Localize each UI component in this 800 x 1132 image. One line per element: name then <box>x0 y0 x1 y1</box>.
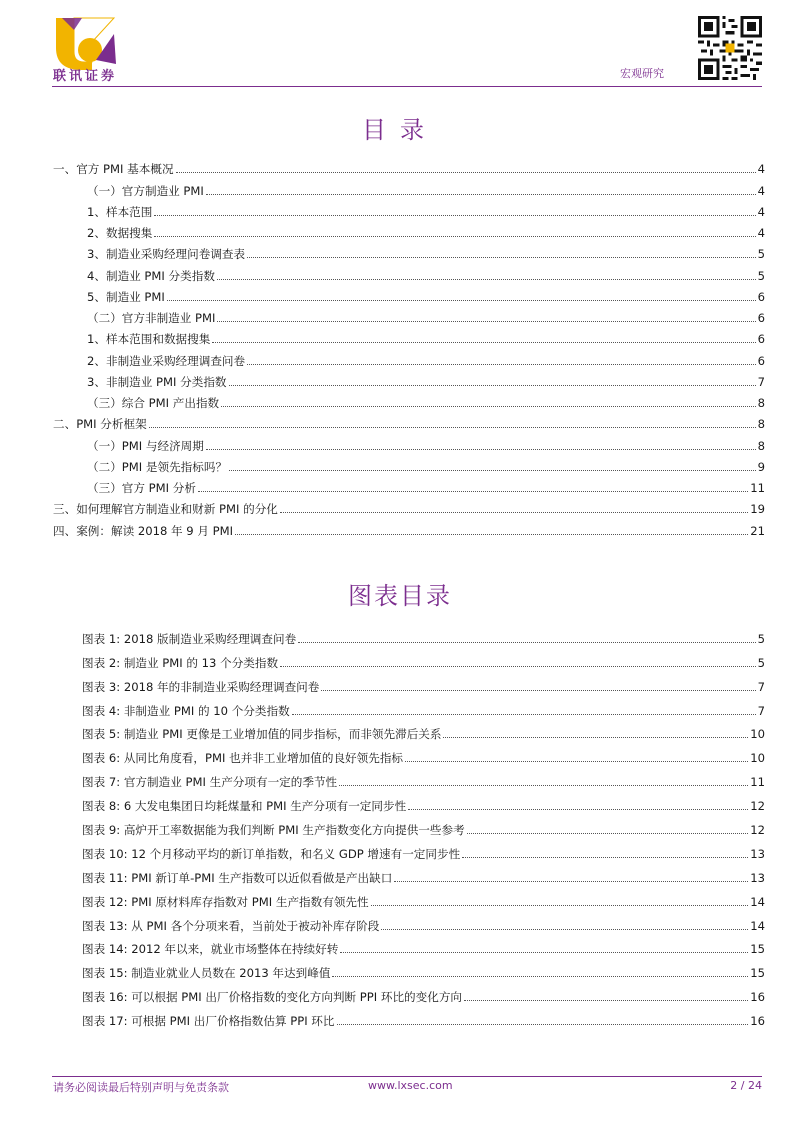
dot-leader <box>206 194 756 195</box>
figure-entry[interactable] <box>82 861 765 885</box>
header-divider <box>52 86 762 87</box>
dot-leader <box>247 364 756 365</box>
figure-entry-page: 11 <box>750 775 765 790</box>
dot-leader <box>167 300 756 301</box>
figure-entry[interactable] <box>82 789 765 813</box>
toc-entry-label: 一、官方 PMI 基本概况 <box>53 162 174 177</box>
toc-entry[interactable] <box>53 155 765 176</box>
figure-entry-label: 图表 4: 非制造业 PMI 的 10 个分类指数 <box>82 703 290 718</box>
dot-leader <box>154 215 755 216</box>
toc-entry-page: 4 <box>757 204 765 219</box>
toc-entry-label: 3、制造业采购经理问卷调查表 <box>87 247 246 262</box>
dot-leader <box>408 809 748 810</box>
dot-leader <box>292 714 756 715</box>
dot-leader <box>149 427 756 428</box>
figure-entry[interactable] <box>82 909 765 933</box>
toc-entry[interactable] <box>53 389 765 410</box>
toc-entry[interactable] <box>53 219 765 240</box>
dot-leader <box>217 279 756 280</box>
dot-leader <box>467 833 749 834</box>
figure-entry-label: 图表 9: 高炉开工率数据能为我们判断 PMI 生产指数变化方向提供一些参考 <box>82 823 465 838</box>
toc-entry-label: 四、案例：解读 2018 年 9 月 PMI <box>53 523 234 538</box>
dot-leader <box>371 905 749 906</box>
toc-entry[interactable] <box>53 368 765 389</box>
dot-leader <box>229 470 756 471</box>
toc-entry-page: 8 <box>757 417 765 432</box>
footer-website[interactable]: www.lxsec.com <box>368 1079 453 1092</box>
dot-leader <box>176 172 756 173</box>
figure-entry[interactable] <box>82 718 765 742</box>
toc-entry-page: 5 <box>757 247 765 262</box>
figure-entry[interactable] <box>82 933 765 957</box>
figure-entry[interactable] <box>82 885 765 909</box>
toc-entry-label: （一）PMI 与经济周期 <box>87 438 204 453</box>
figure-entry-label: 图表 12: PMI 原材料库存指数对 PMI 生产指数有领先性 <box>82 894 369 909</box>
dot-leader <box>280 666 756 667</box>
figure-entry[interactable] <box>82 646 765 670</box>
toc-entry-page: 8 <box>757 396 765 410</box>
toc-entry[interactable] <box>53 495 765 516</box>
toc-entry-label: （三）综合 PMI 产出指数 <box>87 396 220 410</box>
dot-leader <box>462 857 748 858</box>
dot-leader <box>337 1024 749 1025</box>
figure-list <box>82 622 765 1028</box>
toc-entry-page: 6 <box>757 311 765 325</box>
toc-entry[interactable] <box>53 325 765 346</box>
toc-entry-page: 6 <box>757 353 765 368</box>
toc-entry-page: 8 <box>757 438 765 453</box>
figure-entry-page: 5 <box>757 631 765 646</box>
dot-leader <box>221 406 755 407</box>
toc-entry-page: 6 <box>757 332 765 347</box>
figure-entry-label: 图表 6: 从同比角度看，PMI 也并非工业增加值的良好领先指标 <box>82 751 404 766</box>
toc-entry-label: 2、数据搜集 <box>87 226 153 240</box>
toc-entry[interactable] <box>53 474 765 495</box>
figure-entry-label: 图表 14: 2012 年以来，就业市场整体在持续好转 <box>82 942 339 957</box>
figure-entry[interactable] <box>82 622 765 646</box>
dot-leader <box>235 534 748 535</box>
toc-entry-page: 4 <box>757 183 765 198</box>
footer-page-number: 2 / 24 <box>730 1079 762 1092</box>
dot-leader <box>206 449 756 450</box>
dot-leader <box>154 236 755 237</box>
figure-entry-page: 12 <box>750 823 765 838</box>
toc-entry[interactable] <box>53 346 765 367</box>
toc-entry[interactable] <box>53 431 765 452</box>
table-of-contents <box>53 155 765 538</box>
figure-entry[interactable] <box>82 670 765 694</box>
figure-entry-page: 14 <box>750 918 765 933</box>
toc-entry[interactable] <box>53 516 765 537</box>
toc-entry-label: 1、样本范围 <box>87 204 153 219</box>
figure-entry[interactable] <box>82 765 765 789</box>
toc-entry-page: 11 <box>750 481 765 495</box>
dot-leader <box>464 1000 748 1001</box>
figure-entry-label: 图表 13: 从 PMI 各个分项来看，当前处于被动补库存阶段 <box>82 918 380 933</box>
footer-disclaimer: 请务必阅读最后特别声明与免责条款 <box>53 1081 229 1094</box>
qr-code <box>698 16 762 80</box>
dot-leader <box>394 881 748 882</box>
figure-entry[interactable] <box>82 813 765 837</box>
dot-leader <box>381 929 748 930</box>
dot-leader <box>321 690 755 691</box>
toc-entry-label: （三）官方 PMI 分析 <box>87 481 196 495</box>
dot-leader <box>229 385 756 386</box>
dot-leader <box>340 952 748 953</box>
toc-entry[interactable] <box>53 410 765 431</box>
toc-entry[interactable] <box>53 176 765 197</box>
dot-leader <box>443 737 748 738</box>
toc-entry-label: （二）官方非制造业 PMI <box>87 311 216 325</box>
toc-entry-page: 7 <box>757 374 765 389</box>
figure-entry[interactable] <box>82 694 765 718</box>
figure-entry-page: 10 <box>750 727 765 742</box>
page-header <box>0 0 800 90</box>
figure-entry-page: 7 <box>757 703 765 718</box>
figure-list-title: 图表目录 <box>348 582 452 610</box>
toc-entry-page: 6 <box>757 289 765 304</box>
dot-leader <box>198 491 748 492</box>
figure-entry-label: 图表 3: 2018 年的非制造业采购经理调查问卷 <box>82 679 320 694</box>
toc-title: 目录 <box>362 116 438 144</box>
toc-entry-label: 三、如何理解官方制造业和财新 PMI 的分化 <box>53 502 278 517</box>
dot-leader <box>280 512 748 513</box>
figure-entry-label: 图表 16: 可以根据 PMI 出厂价格指数的变化方向判断 PPI 环比的变化方向 <box>82 990 463 1005</box>
toc-entry[interactable] <box>53 240 765 261</box>
toc-entry[interactable] <box>53 198 765 219</box>
figure-entry-page: 10 <box>750 751 765 766</box>
figure-entry-page: 14 <box>750 894 765 909</box>
figure-entry-label: 图表 1: 2018 版制造业采购经理调查问卷 <box>82 631 297 646</box>
figure-entry-page: 12 <box>750 799 765 814</box>
toc-entry-label: 3、非制造业 PMI 分类指数 <box>87 374 227 389</box>
figure-entry-page: 7 <box>757 679 765 694</box>
figure-entry[interactable] <box>82 837 765 861</box>
figure-entry-label: 图表 10: 12 个月移动平均的新订单指数，和名义 GDP 增速有一定同步性 <box>82 846 461 861</box>
dot-leader <box>298 642 755 643</box>
toc-entry-label: （二）PMI 是领先指标吗？ <box>87 459 228 474</box>
toc-entry-label: 2、非制造业采购经理调查问卷 <box>87 353 246 368</box>
footer-divider <box>52 1076 762 1077</box>
toc-entry-label: 1、样本范围和数据搜集 <box>87 332 211 347</box>
report-category: 宏观研究 <box>620 67 664 80</box>
toc-entry-label: 二、PMI 分析框架 <box>53 417 147 432</box>
toc-entry[interactable] <box>53 283 765 304</box>
dot-leader <box>217 321 755 322</box>
dot-leader <box>212 342 755 343</box>
figure-entry-page: 16 <box>750 1014 765 1029</box>
toc-entry-page: 4 <box>757 162 765 177</box>
figure-entry[interactable] <box>82 980 765 1004</box>
figure-entry-label: 图表 2: 制造业 PMI 的 13 个分类指数 <box>82 655 279 670</box>
figure-entry-label: 图表 17: 可根据 PMI 出厂价格指数估算 PPI 环比 <box>82 1014 335 1029</box>
figure-entry-page: 16 <box>750 990 765 1005</box>
figure-entry[interactable] <box>82 956 765 980</box>
toc-entry[interactable] <box>53 261 765 282</box>
figure-entry-label: 图表 15: 制造业就业人员数在 2013 年达到峰值 <box>82 966 331 981</box>
figure-entry-label: 图表 5: 制造业 PMI 更像是工业增加值的同步指标，而非领先滞后关系 <box>82 727 442 742</box>
figure-entry-label: 图表 7: 官方制造业 PMI 生产分项有一定的季节性 <box>82 775 338 790</box>
toc-entry[interactable] <box>53 453 765 474</box>
dot-leader <box>332 976 748 977</box>
dot-leader <box>405 761 748 762</box>
toc-entry[interactable] <box>53 304 765 325</box>
figure-entry-page: 15 <box>750 942 765 957</box>
figure-entry-label: 图表 8: 6 大发电集团日均耗煤量和 PMI 生产分项有一定同步性 <box>82 799 407 814</box>
toc-entry-page: 4 <box>757 226 765 240</box>
figure-entry-page: 13 <box>750 870 765 885</box>
toc-entry-label: （一）官方制造业 PMI <box>87 183 204 198</box>
logo-text: 联讯证券 <box>53 69 118 84</box>
dot-leader <box>247 257 756 258</box>
toc-entry-page: 21 <box>750 523 765 538</box>
dot-leader <box>339 785 748 786</box>
toc-entry-page: 19 <box>750 502 765 517</box>
toc-entry-page: 9 <box>757 459 765 474</box>
figure-entry-label: 图表 11: PMI 新订单-PMI 生产指数可以近似看做是产出缺口 <box>82 870 393 885</box>
figure-entry-page: 5 <box>757 655 765 670</box>
toc-entry-label: 5、制造业 PMI <box>87 289 165 304</box>
figure-entry-page: 13 <box>750 846 765 861</box>
figure-entry[interactable] <box>82 741 765 765</box>
toc-entry-label: 4、制造业 PMI 分类指数 <box>87 268 215 283</box>
figure-entry-page: 15 <box>750 966 765 981</box>
figure-entry[interactable] <box>82 1004 765 1028</box>
toc-entry-page: 5 <box>757 268 765 283</box>
